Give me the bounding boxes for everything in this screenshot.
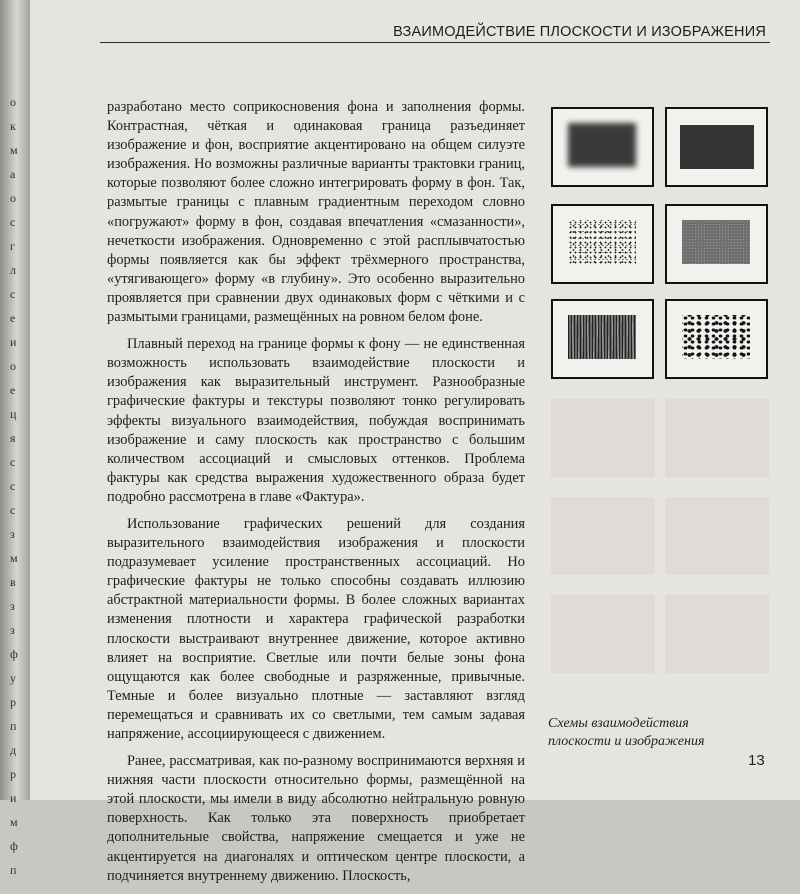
fine-grey-texture-rectangle — [682, 220, 750, 264]
caption-line-2: плоскости и изображения — [548, 734, 705, 749]
blurred-edge-rectangle — [568, 123, 636, 167]
faded-thumbnail — [665, 497, 769, 575]
running-header — [100, 24, 770, 43]
faded-thumbnail — [665, 595, 769, 673]
book-page — [30, 0, 800, 884]
faded-thumbnail — [551, 399, 655, 477]
thumbnail-speckle — [551, 204, 654, 284]
main-text-column — [107, 98, 525, 894]
paragraph-3: Использование графических решений для создания выразительного взаимодействия изображения и плоскости подразумевает усиление пространственных ассоциаций. Но графические фактуры не только способны создавать иллюзию абстрактной материальности формы. В более сложных вариантах изменения плотности и характера графической разработки плоскости выстраивают внутреннее движение, которое активно влияет на восприятие. Светлые или почти белые зоны фона ощущаются как более свободные и разряженные, привычные. Темные и более визуально плотные — заставляют взгляд перемещаться и сравнивать их со светлыми, тем самым задавая напряжение, ассоциирующееся с движением. — [107, 515, 525, 742]
paragraph-1: разработано место соприкосновения фона и заполнения формы. Контрастная, чёткая и одинаковая граница разъединяет изображение и фон, восприятие акцентировано на общем силуэте изображения. Но возможны различные варианты трактовки границ, которые позволяют более сложно интегрировать форму в фон. Так, размытые границы с плавным градиентным переходом словно «погружают» форму в фон, создавая впечатления «смазанности», нечеткости изображения. Одновременно с этой расплывчатостью формы появляется как бы эффект трёхмерного пространства, «утягивающего» форму «в глубину». Это особенно выразительно проявляется при сравнении двух одинаковых форм с чёткими и с размытыми границами, размещённых на ровном белом фоне. — [107, 99, 525, 326]
paragraph-2: Плавный переход на границе формы к фону — не единственная возможность использовать взаимодействие плоскости и изображения как выразительный инструмент. Разнообразные графические фактуры и текстуры позволяют тонко регулировать эффекты визуального взаимодействия, побуждая воспринимать изображение и саму плоскость как пространство с большим количеством ассоциаций и смысловых оттенков. Проблема фактуры как средства выражения художественного образа будет подробно рассмотрена в главе «Фактура». — [107, 336, 525, 505]
thumbnail-fine-grey — [665, 204, 768, 284]
speckle-texture-rectangle — [568, 220, 636, 264]
caption-line-1: Схемы взаимодействия — [548, 716, 689, 731]
faded-thumbnail — [551, 497, 655, 575]
paragraph-4: Ранее, рассматривая, как по-разному воспринимаются верхняя и нижняя части плоскости относительно формы, размещённой на этой плоскости, мы имели в виду абсолютно нейтральную ровную поверхность. Как только эта поверхность приобретает дополнительные свойства, напряжение смещается и уже не акцентируется на диагоналях и оптическом центре плоскости, а подчиняется внутреннему движению. Плоскость, — [107, 753, 525, 884]
left-page-edge — [0, 0, 30, 877]
running-head-title: ВЗАИМОДЕЙСТВИЕ ПЛОСКОСТИ И ИЗОБРАЖЕНИЯ — [393, 24, 766, 40]
page-number: 13 — [748, 752, 765, 769]
left-page-text-fragments: о к м а о с г л с е и о е ц я с с с з м в з з ф у р п д р и м ф п — [10, 95, 18, 877]
figure-caption — [548, 715, 778, 751]
vertical-hatch-texture-rectangle — [568, 315, 636, 359]
thumbnail-sharp — [665, 107, 768, 187]
sharp-edge-rectangle — [680, 125, 754, 169]
faded-thumbnail — [551, 595, 655, 673]
faded-thumbnail — [665, 399, 769, 477]
thumbnail-hatch — [551, 299, 654, 379]
thumbnail-blurred — [551, 107, 654, 187]
thumbnail-coarse — [665, 299, 768, 379]
coarse-dot-texture-rectangle — [682, 315, 750, 359]
